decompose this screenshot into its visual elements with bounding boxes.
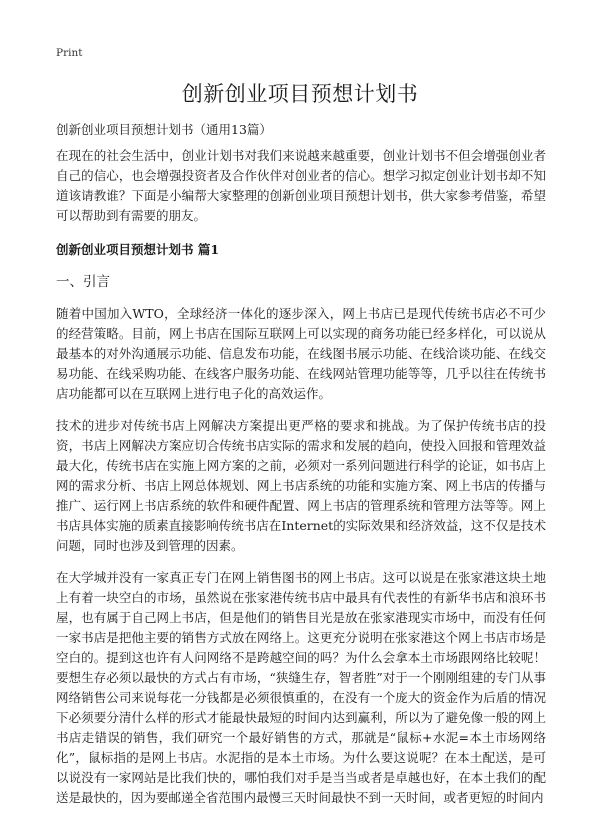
document-body (56, 146, 546, 820)
body-paragraph: 随着中国加入WTO，全球经济一体化的逐步深入，网上书店已是现代传统书店必不可少的经营策略。目前，网上书店在国际互联网上可以实现的商务功能已经多样化，可以说从最基本的对外沟通展示功能、信息发布功能，在线图书展示功能、在线洽谈功能、在线交易功能、在线采购功能、在线客户服务功能、在线网站管理功能等等，几乎以往在传统书店功能都可以在互联网上进行电子化的高效运作。 (56, 306, 546, 401)
document-title: 创新创业项目预想计划书 (181, 82, 419, 106)
body-paragraph: 技术的进步对传统书店上网解决方案提出更严格的要求和挑战。为了保护传统书店的投资，书店上网解决方案应切合传统书店实际的需求和发展的趋向，使投入回报和管理效益最大化，传统书店在实施上网方案的之前，必须对一系列问题进行科学的论证，如书店上网的需求分析、书店上网总体规划、网上书店系统的功能和实施方案、网上书店的传播与推广、运行网上书店系统的软件和硬件配置、网上书店的管理系统和管理方法等等。网上书店具体实施的质素直接影响传统书店在Internet的实际效果和经济效益，这不仅是技术问题，同时也涉及到管理的因素。 (56, 418, 546, 553)
intro-paragraph: 在现在的社会生活中，创业计划书对我们来说越来越重要，创业计划书不但会增强创业者自己的信心，也会增强投资者及合作伙伴对创业者的信心。想学习拟定创业计划书却不知道该请教谁？下面是小编帮大家整理的创新创业项目预想计划书，供大家参考借鉴，希望可以帮助到有需要的朋友。 (56, 148, 546, 223)
body-paragraph: 在大学城并没有一家真正专门在网上销售图书的网上书店。这可以说是在张家港这块土地上有着一块空白的市场，虽然说在张家港传统书店中最具有代表性的有新华书店和浪环书屋，也有属于自己网上书店，但是他们的销售目光是放在张家港现实市场中，而没有任何一家书店是把他主要的销售方式放在网络上。这更充分说明在张家港这个网上书店市场是空白的。提到这也许有人问网络不是跨越空间的吗？为什么会拿本土市场跟网络比较呢！要想生存必须以最快的方式占有市场，“狭缝生存，智者胜”对于一个刚刚组建的专门从事网络销售公司来说每花一分钱都是必须很慎重的，在没有一个庞大的资金作为后盾的情况下必须要分清什么样的形式才能最快最短的时间内达到赢利，所以为了避免像一般的网上书店走错误的销售，我们研究一个最好销售的方式，那就是“鼠标+水泥=本土市场网络化”，鼠标指的是网上书店。水泥指的是本土市场。为什么要这说呢？在本土配送，是可以说没有一家网站是比我们快的，哪怕我们对手是当当或者是卓越也好，在本土我们的配送是最快的，因为要邮递全省范围内最慢三天时间最快不到一天时间，或者更短的时间内 (56, 570, 546, 805)
section-heading: 一、引言 (56, 274, 110, 290)
article-heading: 创新创业项目预想计划书 篇1 (56, 242, 220, 257)
document-subtitle: 创新创业项目预想计划书（通用13篇） (56, 122, 272, 137)
print-label[interactable]: Print (56, 47, 83, 59)
